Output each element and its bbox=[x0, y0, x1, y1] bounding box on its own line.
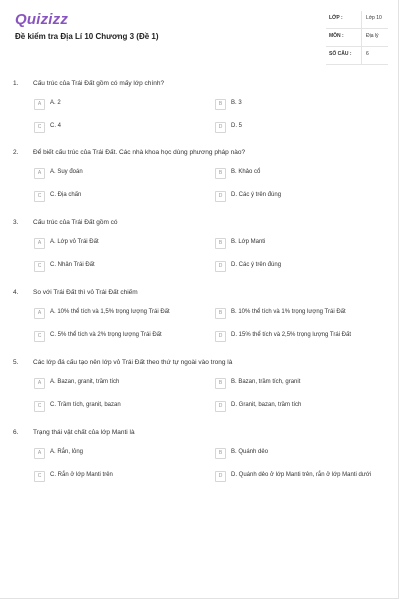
option-text: B. Quánh dẻo bbox=[231, 449, 269, 455]
question-text: Các lớp đá cấu tạo nên lớp vỏ Trái Đất theo thứ tự ngoài vào trong là bbox=[33, 359, 233, 366]
option-letter-box: C bbox=[34, 471, 45, 482]
option-letter-box: B bbox=[215, 378, 226, 389]
meta-row-subject bbox=[326, 29, 388, 47]
option-letter-box: C bbox=[34, 331, 45, 342]
option-letter-box: A bbox=[34, 378, 45, 389]
meta-value-class: Lớp 10 bbox=[366, 15, 382, 21]
option-letter-box: C bbox=[34, 191, 45, 202]
option-text: C. Trầm tích, granit, bazan bbox=[50, 402, 121, 408]
option-text: D. 5 bbox=[231, 123, 243, 129]
meta-divider bbox=[361, 29, 362, 46]
question-number: 5. bbox=[13, 359, 19, 366]
option-letter-box: B bbox=[215, 238, 226, 249]
option-letter-box: B bbox=[215, 448, 226, 459]
option-letter-box: D bbox=[215, 191, 226, 202]
option-text: D. Các ý trên đúng bbox=[231, 192, 282, 198]
question-text: Cấu trúc của Trái Đất gồm có bbox=[33, 219, 118, 226]
option-letter-box: D bbox=[215, 401, 226, 412]
meta-value-subject: Địa lý bbox=[366, 33, 379, 39]
meta-label-count: SỐ CÂU : bbox=[329, 51, 352, 57]
option-letter-box: B bbox=[215, 99, 226, 110]
meta-row-class bbox=[326, 11, 388, 29]
question-number: 3. bbox=[13, 219, 19, 226]
option-text: A. Lớp vỏ Trái Đất bbox=[50, 239, 99, 245]
option-letter-box: C bbox=[34, 261, 45, 272]
option-letter-box: A bbox=[34, 448, 45, 459]
option-text: B. Bazan, trầm tích, granit bbox=[231, 379, 301, 385]
option-text: D. Các ý trên đúng bbox=[231, 262, 282, 268]
meta-divider bbox=[361, 11, 362, 28]
meta-row-count bbox=[326, 47, 388, 65]
question-number: 4. bbox=[13, 289, 19, 296]
option-text: D. 15% thể tích và 2,5% trọng lượng Trái Đất bbox=[231, 332, 352, 338]
option-text: C. 5% thể tích và 2% trọng lượng Trái Đất bbox=[50, 332, 162, 338]
option-text: B. 10% thể tích và 1% trọng lượng Trái Đất bbox=[231, 309, 346, 315]
option-letter-box: A bbox=[34, 168, 45, 179]
option-text: A. 10% thể tích và 1,5% trọng lượng Trái Đất bbox=[50, 309, 170, 315]
option-letter-box: A bbox=[34, 238, 45, 249]
question-text: Cấu trúc của Trái Đất gồm có mấy lớp chính? bbox=[33, 80, 165, 87]
question-number: 6. bbox=[13, 429, 19, 436]
option-text: B. 3 bbox=[231, 100, 242, 106]
option-letter-box: D bbox=[215, 331, 226, 342]
question-number: 2. bbox=[13, 149, 19, 156]
meta-table bbox=[326, 11, 388, 65]
option-letter-box: D bbox=[215, 471, 226, 482]
option-text: A. 2 bbox=[50, 100, 61, 106]
option-letter-box: D bbox=[215, 261, 226, 272]
option-text: B. Khảo cổ bbox=[231, 169, 261, 175]
option-text: A. Bazan, granit, trầm tích bbox=[50, 379, 120, 385]
option-text: C. Địa chấn bbox=[50, 192, 82, 198]
worksheet-title: Đề kiểm tra Địa Lí 10 Chương 3 (Đề 1) bbox=[15, 32, 159, 41]
option-letter-box: B bbox=[215, 168, 226, 179]
quizizz-logo: Quizizz bbox=[15, 11, 69, 28]
meta-label-subject: MÔN : bbox=[329, 33, 344, 39]
option-text: A. Rắn, lỏng bbox=[50, 449, 84, 455]
meta-value-count: 6 bbox=[366, 51, 369, 57]
question-text: Để biết cấu trúc của Trái Đất. Các nhà khoa học dùng phương pháp nào? bbox=[33, 149, 246, 156]
question-number: 1. bbox=[13, 80, 19, 87]
option-letter-box: B bbox=[215, 308, 226, 319]
meta-divider bbox=[361, 47, 362, 64]
option-text: C. Nhân Trái Đất bbox=[50, 262, 95, 268]
option-letter-box: C bbox=[34, 122, 45, 133]
question-text: Trạng thái vật chất của lớp Manti là bbox=[33, 429, 135, 436]
option-letter-box: A bbox=[34, 99, 45, 110]
meta-label-class: LỚP : bbox=[329, 15, 343, 21]
option-text: A. Suy đoán bbox=[50, 169, 83, 175]
option-text: D. Granit, bazan, trầm tích bbox=[231, 402, 302, 408]
question-text: So với Trái Đất thì vỏ Trái Đất chiếm bbox=[33, 289, 138, 296]
option-letter-box: C bbox=[34, 401, 45, 412]
option-text: D. Quánh dẻo ở lớp Manti trên, rắn ở lớp Manti dưới bbox=[231, 472, 372, 478]
option-text: B. Lớp Manti bbox=[231, 239, 266, 245]
option-text: C. 4 bbox=[50, 123, 62, 129]
option-text: C. Rắn ở lớp Manti trên bbox=[50, 472, 113, 478]
option-letter-box: A bbox=[34, 308, 45, 319]
option-letter-box: D bbox=[215, 122, 226, 133]
